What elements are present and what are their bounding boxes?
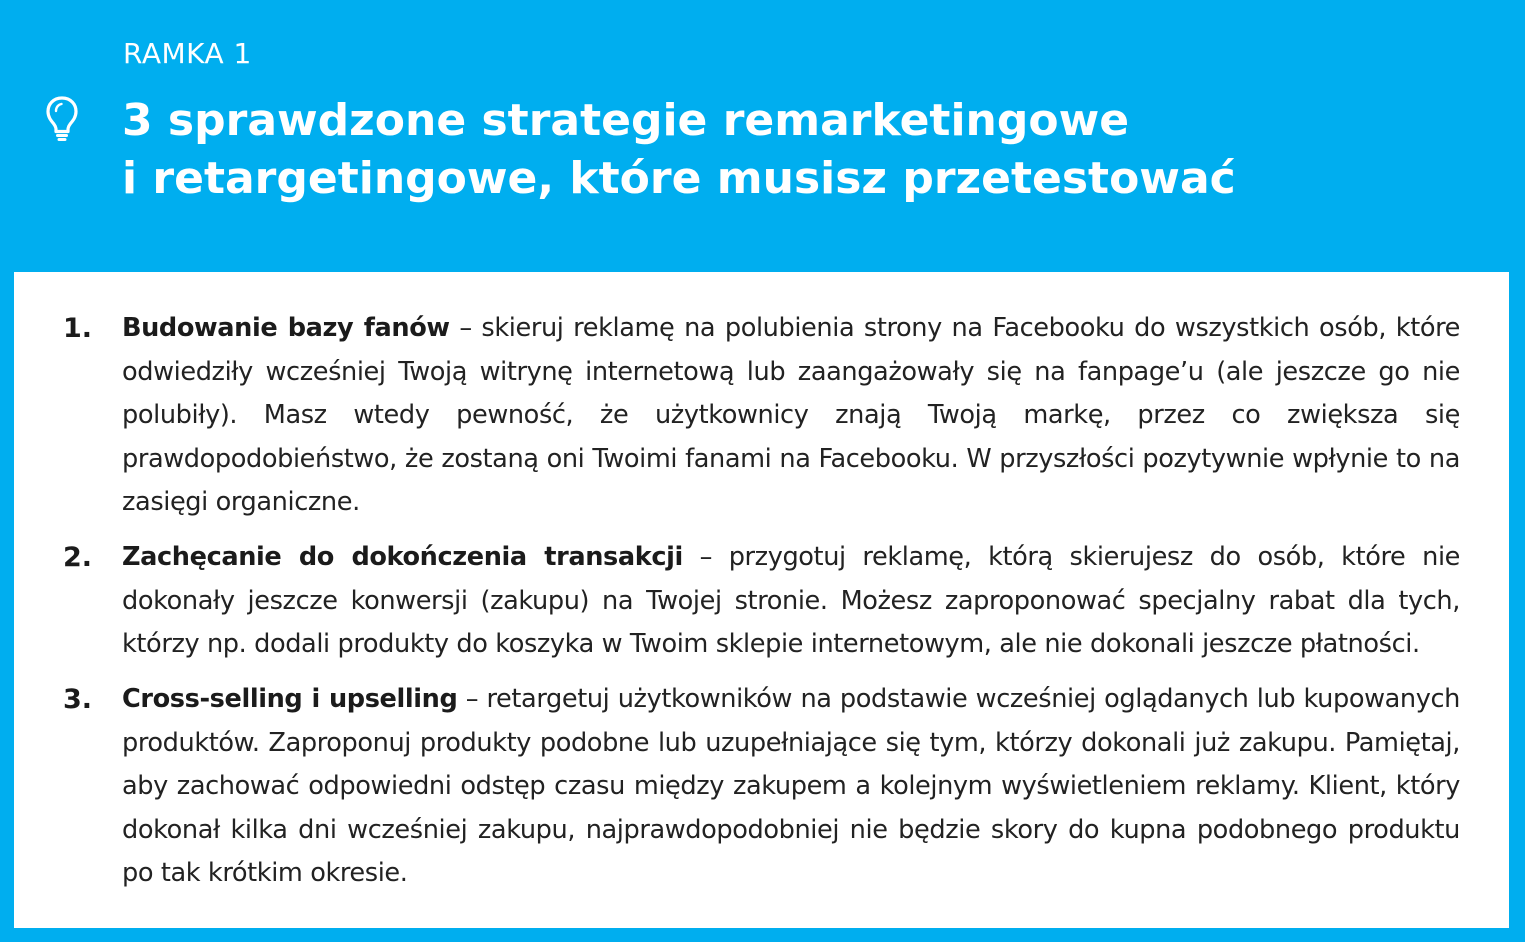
- item-number: 1.: [63, 313, 93, 344]
- item-text: [122, 536, 1460, 667]
- item-body: – przygotuj reklamę, którą skierujesz do osób, które nie dokonały jeszcze konwersji (zakupu) na Twojej stronie. Możesz zaproponować specjalny rabat dla tych, którzy np. dodali produkty do koszyka w Twoim sklepie internetowym, ale nie dokonali jeszcze płatności.: [122, 542, 1460, 659]
- item-body: – retargetuj użytkowników na podstawie wcześniej oglądanych lub kupowanych produktów. Zaproponuj produkty podobne lub uzupełniające się tym, którzy dokonali już zakupu. Pamiętaj, aby zachować odpowiedni odstęp czasu między zakupem a kolejnym wyświetleniem reklamy. Klient, który dokonał kilka dni wcześniej zakupu, najprawdopodobniej nie będzie skory do kupna podobnego produktu po tak krótkim okresie.: [122, 684, 1460, 888]
- box-title-line-2: i retargetingowe, które musisz przetestować: [122, 153, 1236, 204]
- box-header: [0, 0, 1525, 272]
- lightbulb-icon: [44, 95, 80, 143]
- item-heading: Budowanie bazy fanów: [122, 313, 450, 343]
- item-number: 2.: [63, 542, 93, 573]
- item-heading: Cross-selling i upselling: [122, 684, 458, 714]
- box-title-line-1: 3 sprawdzone strategie remarketingowe: [122, 95, 1130, 146]
- item-text: [122, 678, 1460, 896]
- item-text: [122, 307, 1460, 525]
- item-heading: Zachęcanie do dokończenia transakcji: [122, 542, 683, 572]
- box-title: [122, 92, 1236, 208]
- content-panel: [14, 272, 1509, 928]
- item-body: – skieruj reklamę na polubienia strony na Facebooku do wszystkich osób, które odwiedziły wcześniej Twoją witrynę internetową lub zaangażowały się na fanpage’u (ale jeszcze go nie polubiły). Masz wtedy pewność, że użytkownicy znają Twoją markę, przez co zwiększa się prawdopodobieństwo, że zostaną oni Twoimi fanami na Facebooku. W przyszłości pozytywnie wpłynie to na zasięgi organiczne.: [122, 313, 1460, 517]
- box-label: RAMKA 1: [123, 37, 252, 70]
- item-number: 3.: [63, 684, 93, 715]
